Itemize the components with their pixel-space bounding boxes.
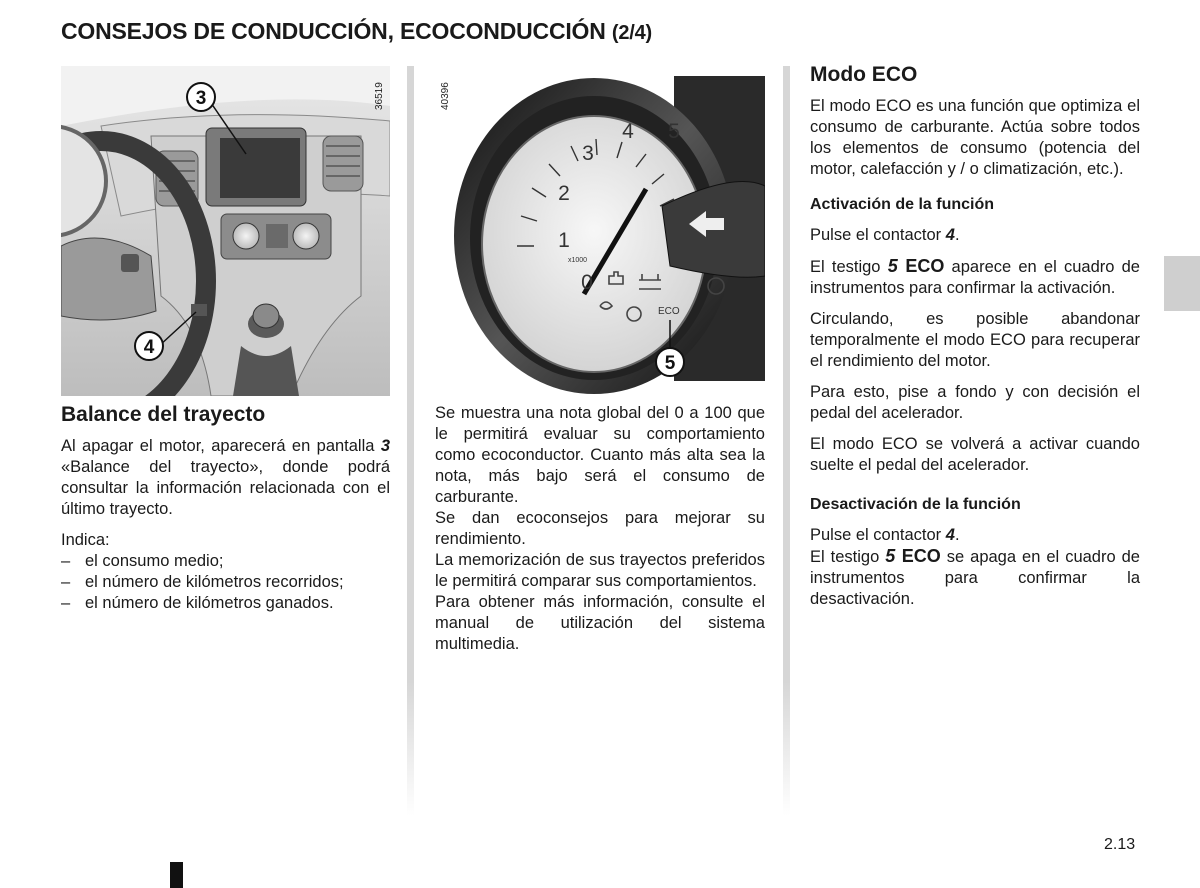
eco-warning-symbol [888, 256, 945, 276]
balance-intro [61, 436, 390, 520]
gauge-number-1: 1 [558, 229, 570, 252]
instrument-cluster-illustration [434, 66, 765, 396]
column-separator-1 [407, 66, 414, 816]
gauge-number-4: 4 [622, 120, 634, 143]
middle-column [435, 403, 765, 655]
indica-label: Indica: [61, 531, 110, 549]
rpm-unit-label: x1000 [568, 257, 588, 264]
warning-off-text: se apaga en el cuadro de instrumentos para confirmar la desactivación. [810, 548, 1140, 608]
page-part: (2/4) [611, 22, 652, 44]
activation-warning [810, 256, 1140, 299]
press-period: . [954, 526, 960, 544]
eco-mode-heading: Modo ECO [810, 63, 918, 86]
figure-code-36519: 36519 [374, 82, 385, 110]
warning-ref: 5 [885, 546, 896, 566]
warning-eco-word: ECO [905, 256, 945, 276]
balance-heading: Balance del trayecto [61, 403, 266, 426]
right-column [810, 62, 1140, 610]
balance-intro-text-2: «Balance del trayecto», donde podrá consultar la información relacionada con el último trayecto. [61, 458, 390, 518]
warning-text: El testigo [810, 258, 888, 276]
list-item [61, 593, 390, 614]
eco-mode-intro: El modo ECO es una función que optimiza el consumo de carburante. Actúa sobre todos los elementos de consumo (potencia del motor, calefacción y / o climatización, etc.). [810, 97, 1140, 178]
dashboard-illustration [61, 66, 390, 396]
warning-text: El testigo [810, 548, 886, 566]
list-dash: – [61, 573, 71, 591]
callout-4: 4 [143, 337, 155, 358]
page-number: 2.13 [1104, 836, 1136, 853]
activation-press [810, 225, 1140, 246]
warning-on-text: aparece en el cuadro de instrumentos para confirmar la activación. [810, 258, 1140, 297]
paragraph-memorization: La memorización de sus trayectos preferidos le permitirá comparar sus comportamientos. [435, 551, 765, 590]
press-ref: 4 [945, 226, 955, 244]
list-item-text: el número de kilómetros recorridos; [85, 573, 344, 591]
left-column [61, 402, 390, 614]
list-dash: – [61, 594, 71, 612]
paragraph-ecotips: Se dan ecoconsejos para mejorar su rendimiento. [435, 509, 765, 548]
page-title [61, 18, 652, 45]
warning-ref: 5 [887, 256, 898, 276]
press-period: . [954, 226, 960, 244]
print-crop-mark [170, 862, 183, 888]
deactivation-warning [810, 546, 1140, 610]
list-item-text: el consumo medio; [85, 552, 224, 570]
eco-indicator-label: ECO [658, 306, 680, 317]
gauge-number-5: 5 [668, 120, 680, 143]
deactivation-press [810, 525, 1140, 546]
paragraph-score: Se muestra una nota global del 0 a 100 que le permitirá evaluar su comportamiento como ecoconductor. Cuanto más alta sea la nota, más bajo será el consumo de carburante. [435, 404, 765, 506]
gauge-number-0: 0 [581, 271, 593, 294]
balance-intro-ref: 3 [380, 437, 390, 455]
press-text: Pulse el contactor [810, 226, 946, 244]
callout-3: 3 [195, 88, 207, 109]
list-item [61, 572, 390, 593]
callout-5: 5 [664, 353, 676, 374]
gauge-number-2: 2 [558, 182, 570, 205]
balance-intro-text-1: Al apagar el motor, aparecerá en pantalla [61, 437, 381, 455]
list-item [61, 551, 390, 572]
press-firmly: Para esto, pise a fondo y con decisión el pedal del acelerador. [810, 383, 1140, 422]
list-item-text: el número de kilómetros ganados. [85, 594, 334, 612]
list-dash: – [61, 552, 71, 570]
column-separator-2 [783, 66, 790, 816]
eco-warning-symbol [885, 546, 940, 566]
section-thumb-tab [1164, 256, 1200, 311]
reactivate: El modo ECO se volverá a activar cuando suelte el pedal del acelerador. [810, 435, 1140, 474]
figure-code-40396: 40396 [440, 82, 451, 110]
gauge-number-3: 3 [582, 142, 594, 165]
press-text: Pulse el contactor [810, 526, 946, 544]
page-title-text: CONSEJOS DE CONDUCCIÓN, ECOCONDUCCIÓN [61, 18, 606, 44]
press-ref: 4 [945, 526, 955, 544]
temporary-leave: Circulando, es posible abandonar temporalmente el modo ECO para recuperar el rendimiento del motor. [810, 310, 1140, 370]
paragraph-more-info: Para obtener más información, consulte el manual de utilización del sistema multimedia. [435, 593, 765, 653]
warning-eco-word: ECO [901, 546, 941, 566]
deactivation-heading: Desactivación de la función [810, 496, 1021, 513]
activation-heading: Activación de la función [810, 196, 995, 213]
